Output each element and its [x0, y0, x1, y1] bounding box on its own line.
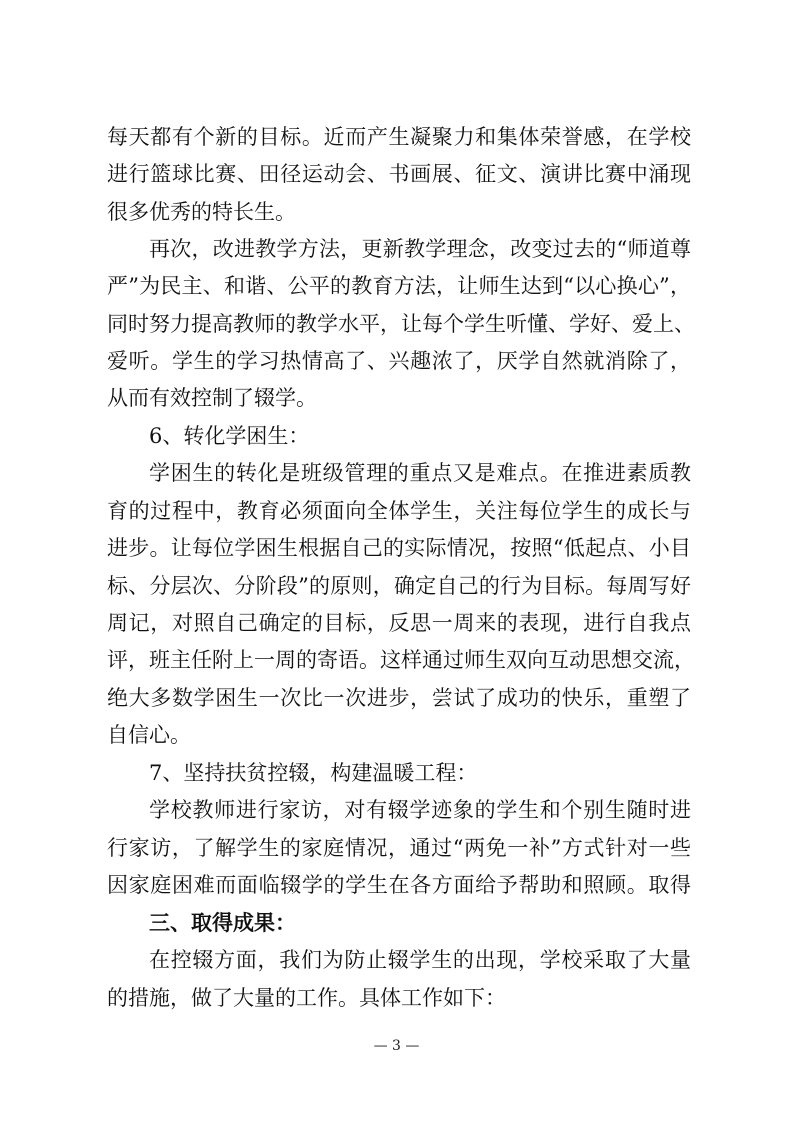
body-text-line: 的措施，做了大量的工作。具体工作如下： — [107, 986, 506, 1010]
body-text-line: 再次，改进教学方法，更新教学理念，改变过去的“师道尊 — [149, 237, 691, 261]
body-text-line: 行家访，了解学生的家庭情况，通过“两免一补”方式针对一些 — [107, 836, 691, 860]
body-text-line: 评，班主任附上一周的寄语。这样通过师生双向互动思想交流， — [107, 648, 695, 672]
body-text-line: 在控辍方面，我们为防止辍学生的出现，学校采取了大量 — [149, 948, 691, 972]
body-text-line: 学困生的转化是班级管理的重点又是难点。在推进素质教 — [149, 461, 691, 485]
body-text-line: 进步。让每位学困生根据自己的实际情况，按照“低起点、小目 — [107, 536, 691, 560]
body-text-line: 周记，对照自己确定的目标，反思一周来的表现，进行自我点 — [107, 611, 691, 635]
body-text-line: 因家庭困难而面临辍学的学生在各方面给予帮助和照顾。取得 — [107, 873, 691, 897]
body-text-line: 学校教师进行家访，对有辍学迹象的学生和个别生随时进 — [149, 798, 691, 822]
body-text-line: 进行篮球比赛、田径运动会、书画展、征文、演讲比赛中涌现 — [107, 162, 691, 186]
page-number: — 3 — — [373, 1038, 420, 1054]
chapter-heading: 三、取得成果： — [149, 910, 296, 935]
body-text-line: 爱听。学生的学习热情高了、兴趣浓了，厌学自然就消除了， — [107, 349, 691, 373]
body-text-line: 同时努力提高教师的教学水平，让每个学生听懂、学好、爱上、 — [107, 312, 695, 336]
body-text-line: 标、分层次、分阶段”的原则，确定自己的行为目标。每周写好 — [107, 574, 691, 598]
body-text-line: 严”为民主、和谐、公平的教育方法，让师生达到“以心换心”， — [107, 274, 691, 298]
body-text-line: 育的过程中，教育必须面向全体学生，关注每位学生的成长与 — [107, 499, 691, 523]
body-text-line: 从而有效控制了辍学。 — [107, 386, 317, 410]
section-heading: 6、转化学困生： — [149, 424, 310, 448]
body-text-line: 绝大多数学困生一次比一次进步，尝试了成功的快乐，重塑了 — [107, 686, 691, 710]
body-text-line: 每天都有个新的目标。近而产生凝聚力和集体荣誉感，在学校 — [107, 125, 691, 149]
section-heading: 7、坚持扶贫控辍，构建温暖工程： — [149, 761, 478, 785]
body-text-line: 自信心。 — [107, 723, 191, 747]
body-text-line: 很多优秀的特长生。 — [107, 200, 296, 224]
